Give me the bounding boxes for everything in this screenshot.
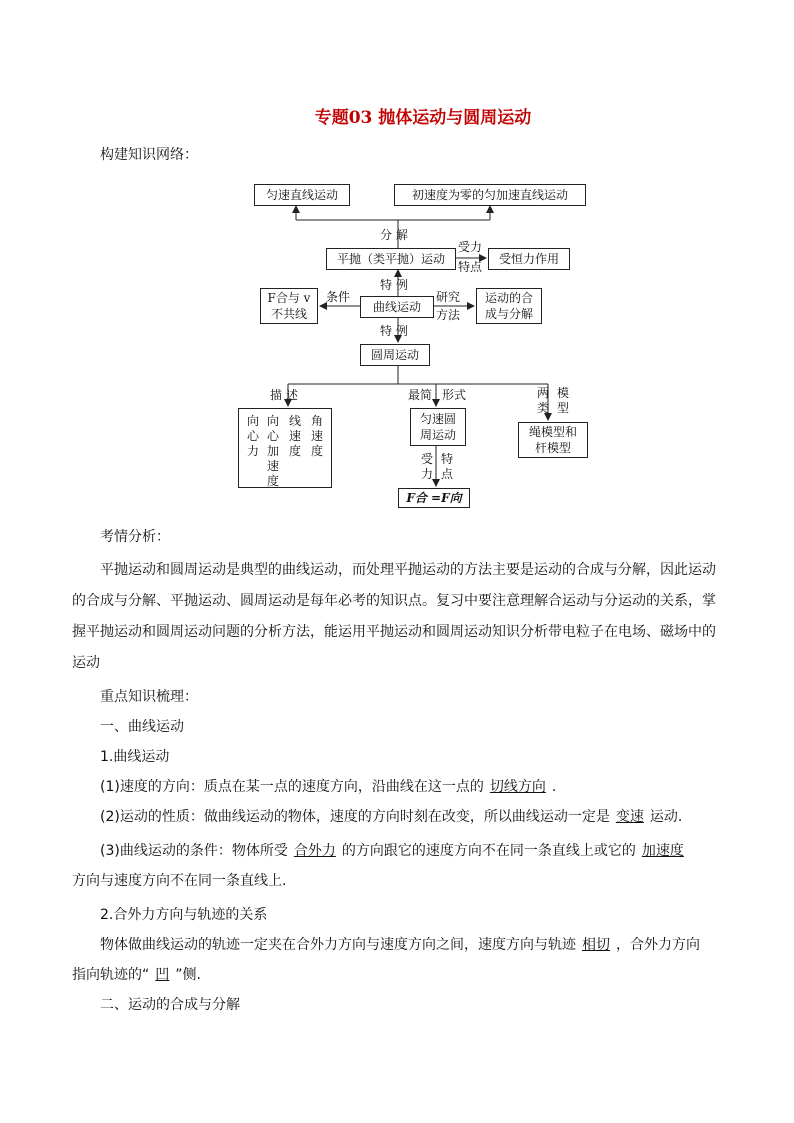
relation-line-1	[100, 934, 700, 956]
col-centripetal-accel: 向心加速度	[266, 414, 279, 488]
label-describe: 描 述	[270, 388, 298, 402]
label-force: 受力	[458, 240, 483, 254]
page-title: 专题03 抛体运动与圆周运动	[314, 108, 532, 128]
relation-line-2-post: ”侧.	[175, 967, 201, 983]
relation-text: 物体做曲线运动的轨迹一定夹在合外力方向与速度方向之间，速度方向与轨迹	[100, 937, 576, 953]
box-constant-force: 受恒力作用	[488, 248, 570, 270]
relation-line-2-pre: 指向轨迹的“	[72, 967, 150, 983]
relation-mid: ，合外力方向	[616, 937, 700, 953]
label-form: 形式	[442, 388, 467, 402]
item-2-end: 运动.	[649, 809, 683, 825]
relation-line-2	[72, 964, 201, 986]
label-method: 方法	[436, 308, 461, 322]
label-feature-2: 特点	[440, 452, 453, 481]
box-projectile: 平抛（类平抛）运动	[326, 248, 456, 270]
item-2-text: (2)运动的性质：做曲线运动的物体，速度的方向时刻在改变，所以曲线运动一定是	[100, 809, 610, 825]
blank-tangent: 切线方向	[489, 779, 546, 795]
item-1-end: .	[551, 779, 557, 795]
box-f-v: F合与 v 不共线	[260, 288, 318, 324]
item-1-text: (1)速度的方向：质点在某一点的速度方向，沿曲线在这一点的	[100, 779, 484, 795]
col-linear-speed: 线速度	[288, 414, 301, 458]
item-velocity-direction	[100, 776, 556, 798]
heading-key: 重点知识梳理：	[100, 689, 198, 705]
label-model: 模型	[556, 386, 569, 415]
blank-net-force: 合外力	[293, 843, 336, 859]
label-force-2: 受力	[420, 452, 433, 481]
sub-heading-1: 1.曲线运动	[100, 749, 170, 765]
box-compose: 运动的合成与分解	[476, 288, 542, 324]
label-decompose: 分 解	[380, 228, 408, 242]
item-3-mid: 的方向跟它的速度方向不在同一条直线上或它的	[341, 843, 636, 859]
box-uniform-line: 匀速直线运动	[254, 184, 350, 206]
blank-concave: 凹	[155, 967, 170, 983]
label-condition: 条件	[326, 290, 351, 304]
box-curve: 曲线运动	[360, 296, 434, 318]
sub-heading-2: 2.合外力方向与轨迹的关系	[100, 907, 268, 923]
section-2-heading: 二、运动的合成与分解	[100, 997, 240, 1013]
box-models: 绳模型和杆模型	[518, 422, 588, 458]
analysis-paragraph: 平抛运动和圆周运动是典型的曲线运动，而处理平抛运动的方法主要是运动的合成与分解，因此运动的合成与分解、平抛运动、圆周运动是每年必考的知识点。复习中要注意理解合运动与分运动的关系，掌握平抛运动和圆周运动问题的分析方法，能运用平抛运动和圆周运动知识分析带电粒子在电场、磁场中的运动	[72, 562, 716, 671]
item-3-text: (3)曲线运动的条件：物体所受	[100, 843, 288, 859]
label-two-types: 两类	[536, 386, 549, 415]
box-f-equal: F合 =F向	[398, 488, 470, 508]
item-curve-condition	[100, 840, 690, 862]
box-uniform-circular: 匀速圆周运动	[410, 408, 466, 446]
box-uniform-accel: 初速度为零的匀加速直线运动	[394, 184, 586, 206]
heading-network: 构建知识网络：	[100, 147, 198, 163]
label-research: 研究	[436, 290, 461, 304]
label-special-2: 特 例	[380, 324, 408, 338]
item-motion-nature	[100, 806, 682, 828]
blank-variable-speed: 变速	[615, 809, 644, 825]
box-circular: 圆周运动	[360, 344, 430, 366]
item-3-line-2: 方向与速度方向不在同一条直线上.	[72, 873, 287, 889]
col-angular-speed: 角速度	[310, 414, 323, 458]
section-1-heading: 一、曲线运动	[100, 719, 184, 735]
label-feature: 特点	[458, 260, 483, 274]
col-centripetal: 向心力	[246, 414, 259, 458]
heading-analysis: 考情分析：	[100, 529, 170, 545]
label-special-1: 特 例	[380, 278, 408, 292]
label-simplest: 最简	[408, 388, 433, 402]
blank-acceleration: 加速度	[641, 843, 684, 859]
blank-tangent-2: 相切	[582, 937, 610, 953]
